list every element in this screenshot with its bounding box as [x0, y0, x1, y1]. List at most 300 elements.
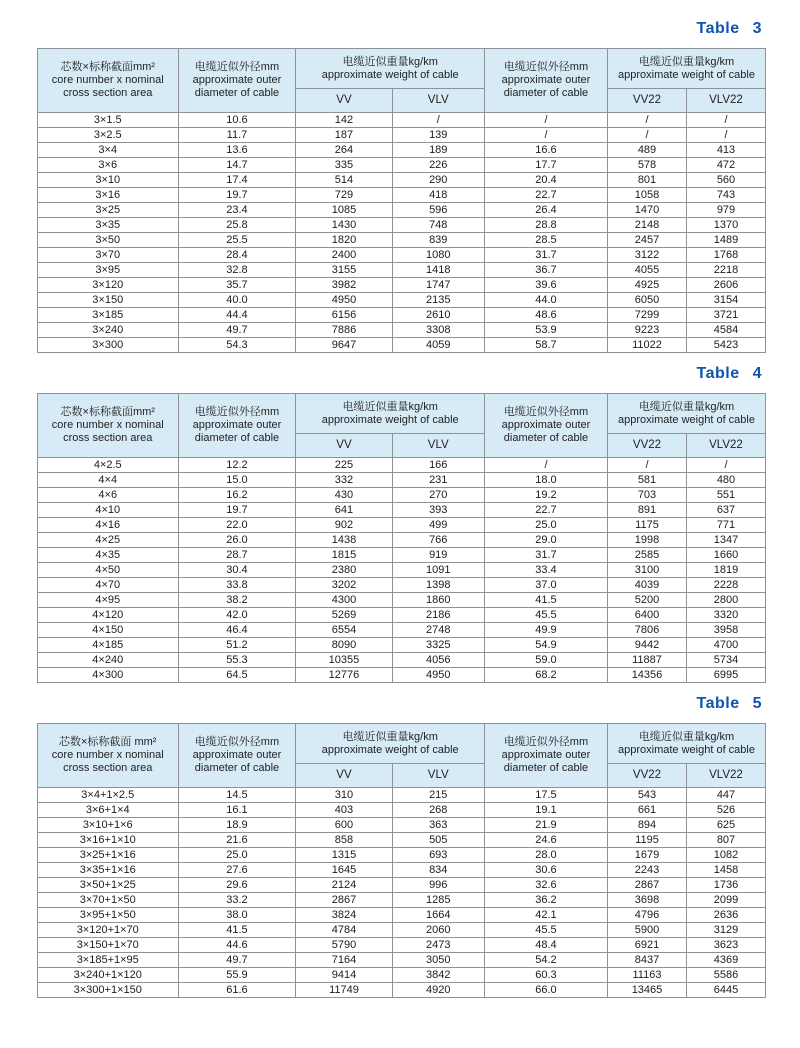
header-outer-diameter-armoured: 电缆近似外径mm approximate outer diameter of cable — [484, 394, 607, 458]
value-cell: 32.8 — [178, 263, 296, 278]
spec-cell: 3×150 — [38, 293, 179, 308]
header-vv: VV — [296, 434, 392, 458]
header-outer-diameter: 电缆近似外径mm approximate outer diameter of cable — [178, 394, 296, 458]
header-vv: VV — [296, 764, 392, 788]
value-cell: 2457 — [608, 233, 687, 248]
spec-cell: 4×2.5 — [38, 458, 179, 473]
table-row — [38, 953, 766, 968]
value-cell: 3982 — [296, 278, 392, 293]
value-cell: 231 — [392, 473, 484, 488]
value-cell: 560 — [686, 173, 765, 188]
table-row — [38, 893, 766, 908]
value-cell: 14356 — [608, 668, 687, 683]
value-cell: 6554 — [296, 623, 392, 638]
value-cell: 894 — [608, 818, 687, 833]
value-cell: 996 — [392, 878, 484, 893]
value-cell: 1080 — [392, 248, 484, 263]
value-cell: 1430 — [296, 218, 392, 233]
spec-cell: 4×25 — [38, 533, 179, 548]
value-cell: 22.0 — [178, 518, 296, 533]
value-cell: 3623 — [686, 938, 765, 953]
table-row — [38, 653, 766, 668]
value-cell: 543 — [608, 788, 687, 803]
spec-cell: 3×16 — [38, 188, 179, 203]
value-cell: 25.8 — [178, 218, 296, 233]
value-cell: 44.4 — [178, 308, 296, 323]
value-cell: 18.0 — [484, 473, 607, 488]
value-cell: 1082 — [686, 848, 765, 863]
value-cell: 11.7 — [178, 128, 296, 143]
value-cell: 3320 — [686, 608, 765, 623]
table-row — [38, 203, 766, 218]
spec-cell: 3×70+1×50 — [38, 893, 179, 908]
value-cell: 4056 — [392, 653, 484, 668]
value-cell: 139 — [392, 128, 484, 143]
value-cell: 36.2 — [484, 893, 607, 908]
value-cell: 472 — [686, 158, 765, 173]
value-cell: 625 — [686, 818, 765, 833]
value-cell: 23.4 — [178, 203, 296, 218]
spec-cell: 3×70 — [38, 248, 179, 263]
value-cell: / — [608, 128, 687, 143]
value-cell: 2243 — [608, 863, 687, 878]
table-row — [38, 623, 766, 638]
value-cell: 19.7 — [178, 188, 296, 203]
value-cell: / — [484, 128, 607, 143]
spec-cell: 4×6 — [38, 488, 179, 503]
header-outer-diameter-armoured: 电缆近似外径mm approximate outer diameter of cable — [484, 49, 607, 113]
value-cell: 310 — [296, 788, 392, 803]
table-row — [38, 278, 766, 293]
value-cell: 226 — [392, 158, 484, 173]
value-cell: 839 — [392, 233, 484, 248]
value-cell: 6156 — [296, 308, 392, 323]
value-cell: 26.0 — [178, 533, 296, 548]
spec-cell: 3×240+1×120 — [38, 968, 179, 983]
spec-cell: 3×300+1×150 — [38, 983, 179, 998]
value-cell: 834 — [392, 863, 484, 878]
value-cell: 59.0 — [484, 653, 607, 668]
value-cell: / — [608, 458, 687, 473]
header-vlv: VLV — [392, 434, 484, 458]
value-cell: 2380 — [296, 563, 392, 578]
spec-cell: 4×50 — [38, 563, 179, 578]
value-cell: 1315 — [296, 848, 392, 863]
spec-cell: 4×300 — [38, 668, 179, 683]
header-outer-diameter: 电缆近似外径mm approximate outer diameter of cable — [178, 49, 296, 113]
value-cell: 60.3 — [484, 968, 607, 983]
value-cell: 38.0 — [178, 908, 296, 923]
value-cell: 578 — [608, 158, 687, 173]
value-cell: 1645 — [296, 863, 392, 878]
value-cell: 189 — [392, 143, 484, 158]
value-cell: 2610 — [392, 308, 484, 323]
spec-cell: 3×16+1×10 — [38, 833, 179, 848]
value-cell: / — [686, 458, 765, 473]
table-3-title: Table 3 — [696, 20, 762, 37]
value-cell: 19.1 — [484, 803, 607, 818]
value-cell: 514 — [296, 173, 392, 188]
table-row — [38, 848, 766, 863]
table-row — [38, 143, 766, 158]
value-cell: 8437 — [608, 953, 687, 968]
table-4-title: Table 4 — [696, 365, 762, 382]
value-cell: 30.4 — [178, 563, 296, 578]
header-vlv22: VLV22 — [686, 89, 765, 113]
value-cell: 37.0 — [484, 578, 607, 593]
table-row — [38, 533, 766, 548]
value-cell: 4369 — [686, 953, 765, 968]
value-cell: 1815 — [296, 548, 392, 563]
value-cell: 3154 — [686, 293, 765, 308]
value-cell: 64.5 — [178, 668, 296, 683]
value-cell: / — [608, 113, 687, 128]
value-cell: 142 — [296, 113, 392, 128]
value-cell: 1470 — [608, 203, 687, 218]
table-row — [38, 293, 766, 308]
header-weight-group: 电缆近似重量kg/km approximate weight of cable — [296, 724, 485, 764]
table-row — [38, 803, 766, 818]
value-cell: 215 — [392, 788, 484, 803]
spec-cell: 4×95 — [38, 593, 179, 608]
header-weight-group: 电缆近似重量kg/km approximate weight of cable — [296, 394, 485, 434]
table-row — [38, 518, 766, 533]
header-weight-group-armoured: 电缆近似重量kg/km approximate weight of cable — [608, 394, 766, 434]
value-cell: 40.0 — [178, 293, 296, 308]
spec-cell: 3×35+1×16 — [38, 863, 179, 878]
table-row — [38, 233, 766, 248]
value-cell: 166 — [392, 458, 484, 473]
value-cell: 49.9 — [484, 623, 607, 638]
value-cell: 14.7 — [178, 158, 296, 173]
spec-cell: 4×10 — [38, 503, 179, 518]
value-cell: 9223 — [608, 323, 687, 338]
spec-cell: 3×10 — [38, 173, 179, 188]
value-cell: 28.8 — [484, 218, 607, 233]
header-core-number: 芯数×标称截面mm² core number x nominal cross section area — [38, 49, 179, 113]
header-vv: VV — [296, 89, 392, 113]
value-cell: 1418 — [392, 263, 484, 278]
header-vlv22: VLV22 — [686, 764, 765, 788]
value-cell: 3698 — [608, 893, 687, 908]
value-cell: 3100 — [608, 563, 687, 578]
value-cell: 31.7 — [484, 548, 607, 563]
spec-cell: 3×35 — [38, 218, 179, 233]
value-cell: 979 — [686, 203, 765, 218]
value-cell: 1747 — [392, 278, 484, 293]
table-row — [38, 878, 766, 893]
spec-cell: 3×50 — [38, 233, 179, 248]
value-cell: 902 — [296, 518, 392, 533]
value-cell: 4784 — [296, 923, 392, 938]
table-5-body — [38, 788, 766, 998]
value-cell: 807 — [686, 833, 765, 848]
value-cell: 2636 — [686, 908, 765, 923]
value-cell: 25.5 — [178, 233, 296, 248]
value-cell: 16.1 — [178, 803, 296, 818]
value-cell: 68.2 — [484, 668, 607, 683]
value-cell: 1736 — [686, 878, 765, 893]
value-cell: 771 — [686, 518, 765, 533]
value-cell: 51.2 — [178, 638, 296, 653]
value-cell: 2099 — [686, 893, 765, 908]
value-cell: 748 — [392, 218, 484, 233]
value-cell: 25.0 — [484, 518, 607, 533]
cable-spec-table-5 — [37, 723, 766, 998]
value-cell: 5900 — [608, 923, 687, 938]
header-vlv: VLV — [392, 764, 484, 788]
value-cell: 270 — [392, 488, 484, 503]
header-weight-group-armoured: 电缆近似重量kg/km approximate weight of cable — [608, 49, 766, 89]
value-cell: 11022 — [608, 338, 687, 353]
value-cell: 21.9 — [484, 818, 607, 833]
table-row — [38, 488, 766, 503]
spec-cell: 3×1.5 — [38, 113, 179, 128]
value-cell: 919 — [392, 548, 484, 563]
spec-cell: 3×10+1×6 — [38, 818, 179, 833]
value-cell: 9442 — [608, 638, 687, 653]
value-cell: 489 — [608, 143, 687, 158]
table-row — [38, 593, 766, 608]
value-cell: 29.0 — [484, 533, 607, 548]
value-cell: 44.6 — [178, 938, 296, 953]
value-cell: / — [484, 458, 607, 473]
value-cell: 225 — [296, 458, 392, 473]
table-5-section — [37, 695, 766, 998]
table-row — [38, 818, 766, 833]
table-row — [38, 218, 766, 233]
value-cell: 2218 — [686, 263, 765, 278]
value-cell: 44.0 — [484, 293, 607, 308]
value-cell: 1085 — [296, 203, 392, 218]
value-cell: 332 — [296, 473, 392, 488]
value-cell: 53.9 — [484, 323, 607, 338]
header-core-number: 芯数×标称截面mm² core number x nominal cross section area — [38, 394, 179, 458]
header-weight-group-armoured: 电缆近似重量kg/km approximate weight of cable — [608, 724, 766, 764]
spec-cell: 4×70 — [38, 578, 179, 593]
value-cell: 2473 — [392, 938, 484, 953]
value-cell: 26.4 — [484, 203, 607, 218]
value-cell: 22.7 — [484, 503, 607, 518]
spec-cell: 3×240 — [38, 323, 179, 338]
value-cell: 4950 — [392, 668, 484, 683]
value-cell: 3050 — [392, 953, 484, 968]
value-cell: 42.0 — [178, 608, 296, 623]
value-cell: 28.5 — [484, 233, 607, 248]
value-cell: 264 — [296, 143, 392, 158]
value-cell: 2800 — [686, 593, 765, 608]
value-cell: 6050 — [608, 293, 687, 308]
value-cell: 2400 — [296, 248, 392, 263]
value-cell: 2124 — [296, 878, 392, 893]
spec-cell: 3×95+1×50 — [38, 908, 179, 923]
value-cell: 33.8 — [178, 578, 296, 593]
value-cell: 54.9 — [484, 638, 607, 653]
value-cell: 600 — [296, 818, 392, 833]
value-cell: 3824 — [296, 908, 392, 923]
header-vv22: VV22 — [608, 89, 687, 113]
value-cell: 1370 — [686, 218, 765, 233]
value-cell: 8090 — [296, 638, 392, 653]
value-cell: 1438 — [296, 533, 392, 548]
value-cell: 55.9 — [178, 968, 296, 983]
value-cell: 48.6 — [484, 308, 607, 323]
header-outer-diameter-armoured: 电缆近似外径mm approximate outer diameter of cable — [484, 724, 607, 788]
value-cell: 3308 — [392, 323, 484, 338]
table-row — [38, 158, 766, 173]
value-cell: 17.7 — [484, 158, 607, 173]
spec-cell: 3×95 — [38, 263, 179, 278]
table-row — [38, 128, 766, 143]
table-3-body — [38, 113, 766, 353]
spec-cell: 3×185 — [38, 308, 179, 323]
value-cell: 30.6 — [484, 863, 607, 878]
value-cell: 480 — [686, 473, 765, 488]
value-cell: 7164 — [296, 953, 392, 968]
table-row — [38, 968, 766, 983]
value-cell: 4920 — [392, 983, 484, 998]
value-cell: / — [686, 113, 765, 128]
table-row — [38, 638, 766, 653]
cable-spec-table-4 — [37, 393, 766, 683]
value-cell: 1998 — [608, 533, 687, 548]
value-cell: 1819 — [686, 563, 765, 578]
table-row — [38, 788, 766, 803]
header-core-number: 芯数×标称截面 mm² core number x nominal cross section area — [38, 724, 179, 788]
value-cell: 3958 — [686, 623, 765, 638]
table-row — [38, 473, 766, 488]
table-row — [38, 833, 766, 848]
value-cell: 1175 — [608, 518, 687, 533]
value-cell: 3325 — [392, 638, 484, 653]
value-cell: 9414 — [296, 968, 392, 983]
table-row — [38, 188, 766, 203]
value-cell: 17.4 — [178, 173, 296, 188]
value-cell: 1058 — [608, 188, 687, 203]
table-3-section — [37, 20, 766, 353]
table-row — [38, 983, 766, 998]
value-cell: 19.2 — [484, 488, 607, 503]
value-cell: 596 — [392, 203, 484, 218]
value-cell: 13465 — [608, 983, 687, 998]
value-cell: 393 — [392, 503, 484, 518]
table-row — [38, 503, 766, 518]
value-cell: 2228 — [686, 578, 765, 593]
value-cell: 48.4 — [484, 938, 607, 953]
value-cell: 661 — [608, 803, 687, 818]
value-cell: 1195 — [608, 833, 687, 848]
value-cell: 45.5 — [484, 923, 607, 938]
spec-cell: 3×50+1×25 — [38, 878, 179, 893]
value-cell: 2867 — [608, 878, 687, 893]
value-cell: 1768 — [686, 248, 765, 263]
value-cell: 5200 — [608, 593, 687, 608]
value-cell: 4700 — [686, 638, 765, 653]
value-cell: 7299 — [608, 308, 687, 323]
value-cell: 187 — [296, 128, 392, 143]
value-cell: 13.6 — [178, 143, 296, 158]
value-cell: 41.5 — [484, 593, 607, 608]
value-cell: 6995 — [686, 668, 765, 683]
value-cell: 16.6 — [484, 143, 607, 158]
value-cell: 45.5 — [484, 608, 607, 623]
value-cell: 6921 — [608, 938, 687, 953]
value-cell: 16.2 — [178, 488, 296, 503]
value-cell: 24.6 — [484, 833, 607, 848]
value-cell: 729 — [296, 188, 392, 203]
value-cell: / — [392, 113, 484, 128]
cable-spec-table-3 — [37, 48, 766, 353]
value-cell: 5269 — [296, 608, 392, 623]
table-row — [38, 248, 766, 263]
value-cell: 418 — [392, 188, 484, 203]
value-cell: 4796 — [608, 908, 687, 923]
spec-cell: 4×120 — [38, 608, 179, 623]
value-cell: 10355 — [296, 653, 392, 668]
spec-cell: 3×4 — [38, 143, 179, 158]
value-cell: 11163 — [608, 968, 687, 983]
value-cell: 15.0 — [178, 473, 296, 488]
value-cell: 28.7 — [178, 548, 296, 563]
value-cell: 403 — [296, 803, 392, 818]
spec-cell: 3×120 — [38, 278, 179, 293]
value-cell: 1285 — [392, 893, 484, 908]
value-cell: 14.5 — [178, 788, 296, 803]
value-cell: 3202 — [296, 578, 392, 593]
spec-cell: 4×185 — [38, 638, 179, 653]
table-row — [38, 323, 766, 338]
value-cell: / — [686, 128, 765, 143]
value-cell: 20.4 — [484, 173, 607, 188]
value-cell: 891 — [608, 503, 687, 518]
value-cell: 10.6 — [178, 113, 296, 128]
value-cell: 33.2 — [178, 893, 296, 908]
spec-cell: 4×240 — [38, 653, 179, 668]
value-cell: 1679 — [608, 848, 687, 863]
value-cell: 703 — [608, 488, 687, 503]
spec-cell: 3×185+1×95 — [38, 953, 179, 968]
value-cell: 21.6 — [178, 833, 296, 848]
value-cell: 12.2 — [178, 458, 296, 473]
value-cell: 28.0 — [484, 848, 607, 863]
value-cell: 2135 — [392, 293, 484, 308]
value-cell: / — [484, 113, 607, 128]
value-cell: 4584 — [686, 323, 765, 338]
value-cell: 526 — [686, 803, 765, 818]
table-row — [38, 908, 766, 923]
value-cell: 2867 — [296, 893, 392, 908]
value-cell: 1091 — [392, 563, 484, 578]
value-cell: 1347 — [686, 533, 765, 548]
spec-cell: 3×25+1×16 — [38, 848, 179, 863]
value-cell: 1860 — [392, 593, 484, 608]
spec-cell: 4×4 — [38, 473, 179, 488]
value-cell: 2585 — [608, 548, 687, 563]
value-cell: 49.7 — [178, 323, 296, 338]
value-cell: 2060 — [392, 923, 484, 938]
spec-cell: 3×2.5 — [38, 128, 179, 143]
value-cell: 49.7 — [178, 953, 296, 968]
value-cell: 551 — [686, 488, 765, 503]
spec-cell: 3×6+1×4 — [38, 803, 179, 818]
table-row — [38, 113, 766, 128]
value-cell: 1660 — [686, 548, 765, 563]
value-cell: 581 — [608, 473, 687, 488]
value-cell: 3129 — [686, 923, 765, 938]
table-row — [38, 923, 766, 938]
value-cell: 2748 — [392, 623, 484, 638]
value-cell: 18.9 — [178, 818, 296, 833]
